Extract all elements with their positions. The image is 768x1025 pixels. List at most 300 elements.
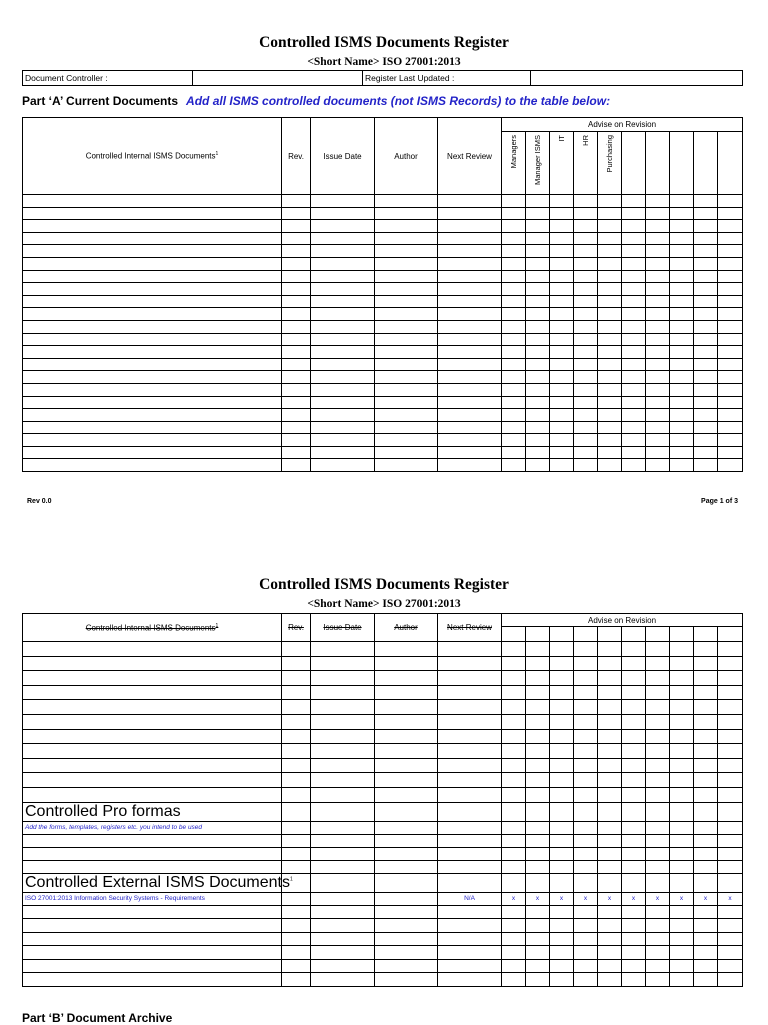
table-cell[interactable] [311,834,375,847]
table-cell[interactable] [311,656,375,671]
table-cell[interactable] [670,873,694,892]
table-cell[interactable] [502,700,526,715]
table-cell[interactable] [311,919,375,933]
table-cell[interactable] [502,396,526,409]
table-cell[interactable] [694,232,718,245]
table-cell[interactable] [694,459,718,472]
table-cell[interactable] [311,383,375,396]
table-cell[interactable] [550,946,574,960]
table-cell[interactable] [282,834,311,847]
table-cell[interactable] [526,714,550,729]
table-cell[interactable] [574,371,598,384]
table-cell[interactable] [438,283,502,296]
table-cell[interactable] [622,656,646,671]
table-cell[interactable] [23,656,282,671]
table-cell[interactable] [646,685,670,700]
table-cell[interactable] [23,919,282,933]
table-cell[interactable] [23,446,282,459]
table-cell[interactable] [694,446,718,459]
table-cell[interactable] [311,860,375,873]
table-cell[interactable] [646,245,670,258]
table-cell[interactable] [574,656,598,671]
table-cell[interactable] [502,729,526,744]
table-cell[interactable] [622,758,646,773]
table-cell[interactable] [375,847,438,860]
table-cell[interactable] [598,656,622,671]
table-cell[interactable] [502,671,526,686]
table-cell[interactable] [375,905,438,919]
table-cell[interactable] [502,642,526,657]
table-cell[interactable] [598,421,622,434]
table-cell[interactable] [23,671,282,686]
table-cell[interactable] [574,834,598,847]
table-cell[interactable] [694,821,718,834]
table-cell[interactable] [670,320,694,333]
table-cell[interactable] [622,821,646,834]
table-cell[interactable] [438,446,502,459]
table-cell[interactable] [622,905,646,919]
table-cell[interactable] [311,459,375,472]
table-cell[interactable] [670,656,694,671]
table-cell[interactable] [311,714,375,729]
table-cell[interactable] [670,773,694,788]
table-cell[interactable] [23,685,282,700]
table-cell[interactable] [438,421,502,434]
table-cell[interactable] [646,834,670,847]
table-cell[interactable] [598,207,622,220]
table-cell[interactable] [646,714,670,729]
table-cell[interactable] [282,821,311,834]
table-cell[interactable] [23,834,282,847]
table-cell[interactable] [670,834,694,847]
table-cell[interactable] [550,905,574,919]
table-cell[interactable] [718,459,743,472]
table-cell[interactable] [375,207,438,220]
table-cell[interactable] [375,434,438,447]
table-cell[interactable] [718,860,743,873]
table-cell[interactable] [438,860,502,873]
table-cell[interactable] [622,308,646,321]
table-cell[interactable] [622,207,646,220]
table-cell[interactable] [282,396,311,409]
table-cell[interactable] [526,320,550,333]
table-cell[interactable] [598,919,622,933]
table-cell[interactable] [502,685,526,700]
table-cell[interactable] [526,973,550,987]
table-cell[interactable] [574,685,598,700]
table-cell[interactable] [598,434,622,447]
table-cell[interactable] [311,773,375,788]
table-cell[interactable] [574,919,598,933]
table-cell[interactable] [598,685,622,700]
table-cell[interactable] [23,409,282,422]
table-cell[interactable] [438,729,502,744]
table-cell[interactable] [282,758,311,773]
table-cell[interactable] [574,283,598,296]
table-cell[interactable] [502,383,526,396]
table-cell[interactable] [694,333,718,346]
table-cell[interactable] [646,207,670,220]
table-cell[interactable] [622,773,646,788]
table-cell[interactable] [598,245,622,258]
table-cell[interactable] [526,656,550,671]
table-cell[interactable] [646,446,670,459]
table-cell[interactable] [282,787,311,802]
table-cell[interactable] [646,346,670,359]
table-cell[interactable] [574,409,598,422]
table-cell[interactable] [598,270,622,283]
table-cell[interactable] [622,787,646,802]
table-cell[interactable] [282,446,311,459]
table-cell[interactable] [718,905,743,919]
table-cell[interactable] [375,409,438,422]
table-cell[interactable] [646,860,670,873]
table-cell[interactable] [598,773,622,788]
table-cell[interactable] [502,873,526,892]
table-cell[interactable] [718,834,743,847]
external-next-review[interactable]: N/A [438,892,502,905]
table-cell[interactable] [375,671,438,686]
table-cell[interactable] [718,358,743,371]
table-cell[interactable] [622,220,646,233]
table-cell[interactable] [646,283,670,296]
table-cell[interactable] [526,847,550,860]
table-cell[interactable] [646,295,670,308]
table-cell[interactable] [282,195,311,208]
table-cell[interactable] [311,346,375,359]
table-cell[interactable] [438,685,502,700]
table-cell[interactable] [622,434,646,447]
table-cell[interactable] [718,421,743,434]
table-cell[interactable] [718,973,743,987]
table-cell[interactable] [694,383,718,396]
table-cell[interactable] [438,396,502,409]
table-cell[interactable] [718,932,743,946]
table-cell[interactable] [670,932,694,946]
table-cell[interactable] [718,656,743,671]
table-cell[interactable] [598,333,622,346]
table-cell[interactable] [526,220,550,233]
table-cell[interactable] [646,320,670,333]
table-cell[interactable] [438,787,502,802]
updated-field[interactable] [531,71,743,86]
table-cell[interactable] [23,714,282,729]
table-cell[interactable] [526,946,550,960]
table-cell[interactable] [670,729,694,744]
table-cell[interactable] [622,358,646,371]
table-cell[interactable] [282,270,311,283]
table-cell[interactable] [670,421,694,434]
table-cell[interactable] [375,773,438,788]
table-cell[interactable] [550,383,574,396]
table-cell[interactable] [311,195,375,208]
table-cell[interactable] [694,409,718,422]
table-cell[interactable] [694,802,718,821]
table-cell[interactable] [502,973,526,987]
table-cell[interactable] [311,802,375,821]
table-cell[interactable] [438,320,502,333]
table-cell[interactable] [311,973,375,987]
table-cell[interactable] [574,421,598,434]
table-cell[interactable] [598,371,622,384]
table-cell[interactable] [574,973,598,987]
table-cell[interactable] [502,834,526,847]
table-cell[interactable] [502,959,526,973]
table-cell[interactable] [23,207,282,220]
table-cell[interactable] [438,207,502,220]
table-cell[interactable] [526,409,550,422]
table-cell[interactable] [598,383,622,396]
table-cell[interactable] [694,371,718,384]
table-cell[interactable] [502,409,526,422]
table-cell[interactable] [375,821,438,834]
table-cell[interactable] [646,195,670,208]
table-cell[interactable] [438,333,502,346]
table-cell[interactable] [718,671,743,686]
table-cell[interactable] [646,421,670,434]
table-cell[interactable] [670,973,694,987]
table-cell[interactable] [598,834,622,847]
table-cell[interactable] [622,245,646,258]
table-cell[interactable] [694,308,718,321]
table-cell[interactable] [598,446,622,459]
table-cell[interactable] [526,283,550,296]
table-cell[interactable] [646,905,670,919]
table-cell[interactable] [282,714,311,729]
table-cell[interactable] [694,421,718,434]
table-cell[interactable] [622,860,646,873]
table-cell[interactable] [550,685,574,700]
table-cell[interactable] [574,257,598,270]
table-cell[interactable] [375,729,438,744]
table-cell[interactable] [550,802,574,821]
table-cell[interactable] [502,946,526,960]
table-cell[interactable] [282,744,311,759]
table-cell[interactable] [550,459,574,472]
table-cell[interactable] [694,642,718,657]
table-cell[interactable] [694,919,718,933]
table-cell[interactable] [670,847,694,860]
table-cell[interactable] [438,220,502,233]
table-cell[interactable] [438,346,502,359]
table-cell[interactable] [550,932,574,946]
table-cell[interactable] [670,283,694,296]
table-cell[interactable] [282,773,311,788]
table-cell[interactable] [526,873,550,892]
table-cell[interactable] [550,295,574,308]
table-cell[interactable] [282,959,311,973]
table-cell[interactable] [311,744,375,759]
table-cell[interactable] [23,729,282,744]
table-cell[interactable] [502,207,526,220]
table-cell[interactable] [598,459,622,472]
table-cell[interactable] [598,396,622,409]
table-cell[interactable] [311,333,375,346]
table-cell[interactable] [311,446,375,459]
table-cell[interactable] [646,873,670,892]
table-cell[interactable] [526,396,550,409]
table-cell[interactable] [375,973,438,987]
table-cell[interactable] [526,207,550,220]
table-cell[interactable] [622,320,646,333]
table-cell[interactable] [438,459,502,472]
table-cell[interactable] [718,787,743,802]
table-cell[interactable] [622,873,646,892]
table-cell[interactable] [502,245,526,258]
table-cell[interactable] [694,959,718,973]
table-cell[interactable] [550,358,574,371]
table-cell[interactable] [502,346,526,359]
table-cell[interactable] [282,232,311,245]
table-cell[interactable] [622,270,646,283]
table-cell[interactable] [574,873,598,892]
table-cell[interactable] [646,409,670,422]
table-cell[interactable] [718,758,743,773]
table-cell[interactable] [23,257,282,270]
table-cell[interactable] [598,905,622,919]
table-cell[interactable] [718,245,743,258]
table-cell[interactable] [694,195,718,208]
table-cell[interactable] [526,270,550,283]
table-cell[interactable] [718,700,743,715]
table-cell[interactable] [23,232,282,245]
table-cell[interactable] [526,821,550,834]
table-cell[interactable] [718,642,743,657]
table-cell[interactable] [646,333,670,346]
table-cell[interactable] [718,946,743,960]
table-cell[interactable] [694,295,718,308]
table-cell[interactable] [526,729,550,744]
table-cell[interactable] [718,220,743,233]
table-cell[interactable] [375,700,438,715]
table-cell[interactable] [502,714,526,729]
table-cell[interactable] [574,700,598,715]
table-cell[interactable] [646,671,670,686]
table-cell[interactable] [438,773,502,788]
table-cell[interactable] [550,396,574,409]
table-cell[interactable] [438,834,502,847]
table-cell[interactable] [574,847,598,860]
table-cell[interactable] [598,714,622,729]
table-cell[interactable] [375,642,438,657]
table-cell[interactable] [526,333,550,346]
table-cell[interactable] [502,758,526,773]
table-cell[interactable] [438,758,502,773]
table-cell[interactable] [23,333,282,346]
table-cell[interactable] [526,446,550,459]
table-cell[interactable] [694,834,718,847]
table-cell[interactable] [375,834,438,847]
table-cell[interactable] [598,802,622,821]
table-cell[interactable] [574,802,598,821]
table-cell[interactable] [375,685,438,700]
table-cell[interactable] [646,434,670,447]
table-cell[interactable] [23,744,282,759]
table-cell[interactable] [311,320,375,333]
table-cell[interactable] [646,787,670,802]
table-cell[interactable] [622,744,646,759]
table-cell[interactable] [375,283,438,296]
table-cell[interactable] [502,773,526,788]
table-cell[interactable] [375,358,438,371]
table-cell[interactable] [438,383,502,396]
table-cell[interactable] [550,371,574,384]
table-cell[interactable] [622,714,646,729]
table-cell[interactable] [622,421,646,434]
table-cell[interactable] [438,295,502,308]
table-cell[interactable] [718,919,743,933]
table-cell[interactable] [375,919,438,933]
table-cell[interactable] [598,821,622,834]
table-cell[interactable] [574,295,598,308]
table-cell[interactable] [311,671,375,686]
table-cell[interactable] [718,446,743,459]
table-cell[interactable] [646,847,670,860]
table-cell[interactable] [550,873,574,892]
table-cell[interactable] [598,729,622,744]
table-cell[interactable] [23,434,282,447]
table-cell[interactable] [598,932,622,946]
table-cell[interactable] [23,860,282,873]
table-cell[interactable] [311,642,375,657]
table-cell[interactable] [694,787,718,802]
table-cell[interactable] [670,434,694,447]
table-cell[interactable] [598,232,622,245]
table-cell[interactable] [311,371,375,384]
table-cell[interactable] [550,320,574,333]
table-cell[interactable] [622,383,646,396]
table-cell[interactable] [718,383,743,396]
table-cell[interactable] [526,642,550,657]
table-cell[interactable] [550,283,574,296]
table-cell[interactable] [438,245,502,258]
table-cell[interactable] [622,446,646,459]
table-cell[interactable] [598,744,622,759]
table-cell[interactable] [550,847,574,860]
table-cell[interactable] [438,919,502,933]
table-cell[interactable] [23,371,282,384]
table-cell[interactable] [670,685,694,700]
table-cell[interactable] [526,758,550,773]
table-cell[interactable] [438,714,502,729]
table-cell[interactable] [574,744,598,759]
table-cell[interactable] [598,409,622,422]
table-cell[interactable] [718,802,743,821]
table-cell[interactable] [574,358,598,371]
table-cell[interactable] [311,758,375,773]
table-cell[interactable] [550,270,574,283]
table-cell[interactable] [574,459,598,472]
table-cell[interactable] [646,946,670,960]
table-cell[interactable] [375,802,438,821]
table-cell[interactable] [670,959,694,973]
table-cell[interactable] [23,383,282,396]
table-cell[interactable] [526,195,550,208]
table-cell[interactable] [550,758,574,773]
table-cell[interactable] [438,873,502,892]
table-cell[interactable] [718,685,743,700]
table-cell[interactable] [375,656,438,671]
table-cell[interactable] [282,892,311,905]
table-cell[interactable] [526,685,550,700]
table-cell[interactable] [694,320,718,333]
table-cell[interactable] [311,873,375,892]
table-cell[interactable] [694,220,718,233]
table-cell[interactable] [646,232,670,245]
table-cell[interactable] [438,671,502,686]
advise-mark[interactable]: x [694,892,718,905]
table-cell[interactable] [502,932,526,946]
